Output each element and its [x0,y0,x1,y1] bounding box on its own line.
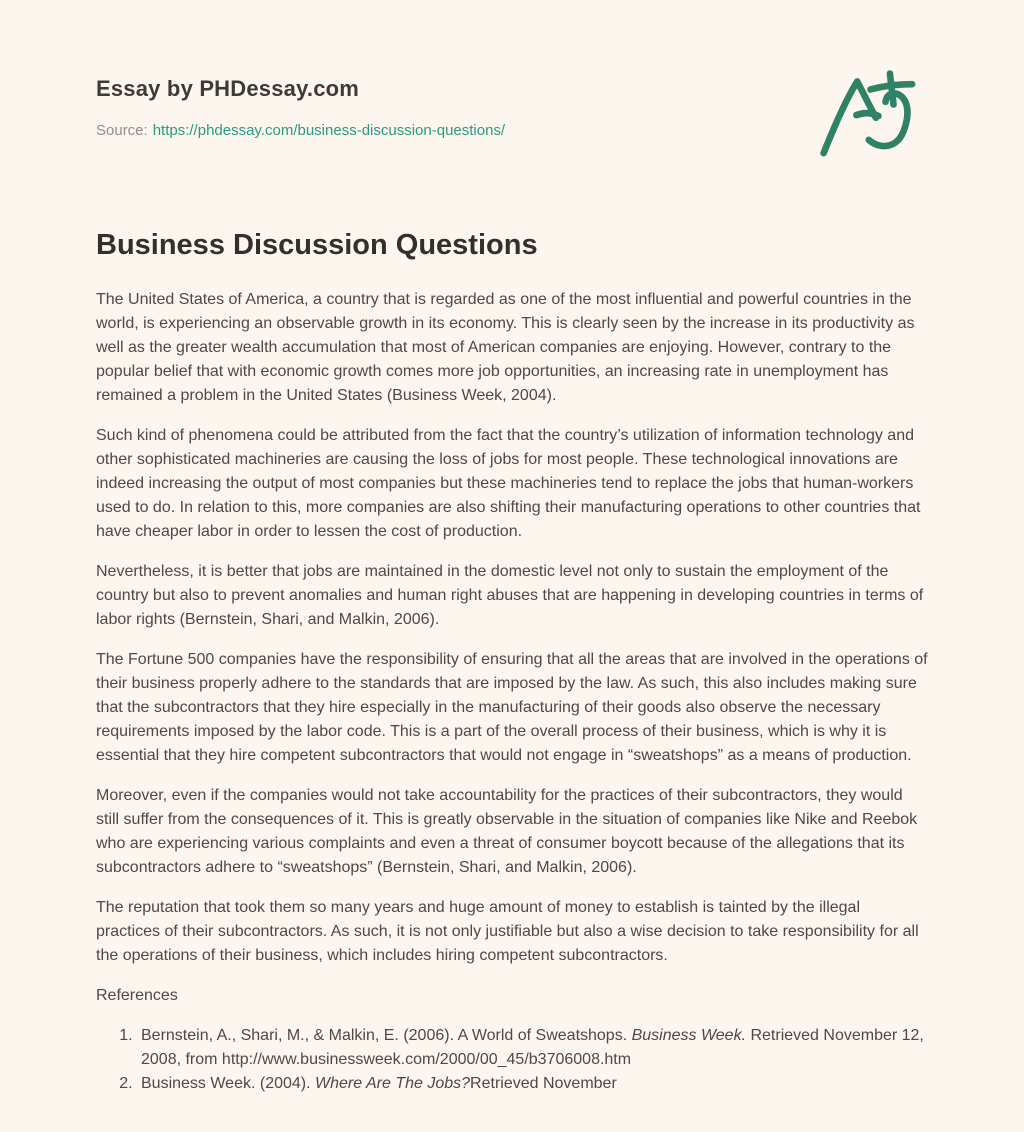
essay-paragraph: Such kind of phenomena could be attributed from the fact that the country’s utilization of information technology and other sophisticated machineries are causing the loss of jobs for most people. These technological innovations are indeed increasing the output of most companies but these machineries tend to replace the jobs that human-workers used to do. In relation to this, more companies are also shifting their manufacturing operations to other countries that have cheaper labor in order to lessen the cost of production. [96,427,921,540]
page-header [96,0,928,164]
essay-paragraph: The United States of America, a country that is regarded as one of the most influential and powerful countries in the world, is experiencing an observable growth in its economy. This is clearly seen by the increase in its productivity as well as the greater wealth accumulation that most of American companies are enjoying. However, contrary to the popular belief that with economic growth comes more job opportunities, an increasing rate in unemployment has remained a problem in the United States (Business Week, 2004). [96,291,915,404]
header-text-block [96,60,505,139]
reference-text: Retrieved November [470,1075,617,1092]
reference-source-italic: Where Are The Jobs? [315,1075,471,1092]
reference-source-italic: Business Week. [631,1027,747,1044]
essay-body [96,228,928,1096]
essay-title: Business Discussion Questions [96,229,538,261]
references-list [96,1024,928,1096]
essay-paragraph: The reputation that took them so many years and huge amount of money to establish is tainted by the illegal practices of their subcontractors. As such, it is not only justifiable but also a wise decision to take responsibility for all the operations of their business, which includes hiring competent subcontractors. [96,899,919,964]
essay-paragraph: Nevertheless, it is better that jobs are maintained in the domestic level not only to sustain the employment of the country but also to prevent anomalies and human right abuses that are happening in developing countries in terms of labor rights (Bernstein, Shari, and Malkin, 2006). [96,563,924,628]
source-label: Source: [96,122,148,139]
reference-item [137,1024,928,1072]
site-header-title: Essay by PHDessay.com [96,76,360,101]
reference-text: Bernstein, A., Shari, M., & Malkin, E. (2006). A World of Sweatshops. [141,1027,632,1044]
essay-paragraph: Moreover, even if the companies would not take accountability for the practices of their subcontractors, they would still suffer from the consequences of it. This is greatly observable in the situation of companies like Nike and Reebok who are experiencing various complaints and even a threat of consumer boycott because of the allegations that its subcontractors adhere to “sweatshops” (Bernstein, Shari, and Malkin, 2006). [96,787,918,876]
reference-item [137,1072,928,1096]
a-plus-logo-icon [813,60,928,164]
source-row [96,122,505,139]
references-heading: References [96,987,178,1004]
reference-text: Retrieved November 12, 2008, from http://www.businessweek.com/2000/00_45/b3706008.htm [141,1027,924,1068]
source-link[interactable]: https://phdessay.com/business-discussion-questions/ [152,122,506,139]
reference-text: Business Week. (2004). [141,1075,316,1092]
essay-paragraph: The Fortune 500 companies have the responsibility of ensuring that all the areas that are involved in the operations of their business properly adhere to the standards that are imposed by the law. As such, this also includes making sure that the subcontractors that they hire especially in the manufacturing of their goods also observe the necessary requirements imposed by the labor code. This is a part of the overall process of their business, which is why it is essential that they hire competent subcontractors that would not engage in “sweatshops” as a means of production. [96,651,928,764]
